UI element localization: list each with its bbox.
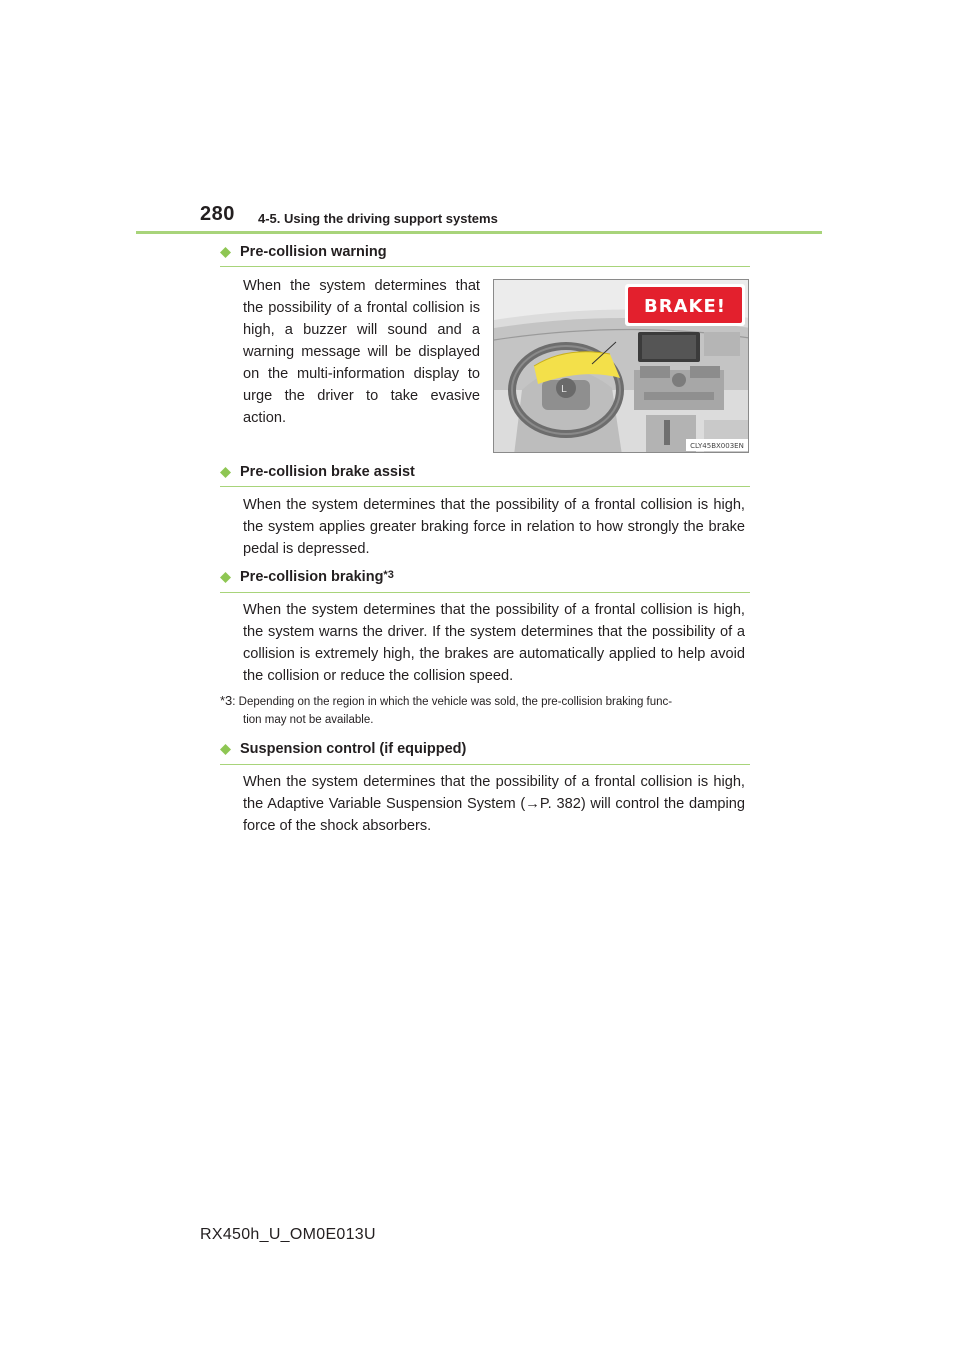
page-number: 280 xyxy=(200,203,235,225)
svg-text:L: L xyxy=(561,384,567,395)
footnote-mark: *3 xyxy=(220,693,233,708)
body-pre-collision-warning: When the system determines that the possibility of a frontal collision is high, a buzzer will sound and a warning message will be displayed on the multi-information display to urge the driver to take evasive action. xyxy=(243,278,480,426)
heading-rule xyxy=(220,764,750,765)
body-suspension-control: When the system determines that the possibility of a frontal collision is high, the Adaptive Variable Suspension System (→P. 382) will control the damping force of the shock absorbers. xyxy=(243,774,745,834)
heading-text: Pre-collision braking xyxy=(240,569,384,585)
diamond-bullet-icon xyxy=(220,467,231,478)
footnote-text: : Depending on the region in which the vehicle was sold, the pre-collision braking func- xyxy=(232,696,673,708)
heading-pre-collision-warning xyxy=(220,244,750,260)
heading-rule xyxy=(220,592,750,593)
illustration-code: CLY45BX003EN xyxy=(690,442,744,450)
heading-pre-collision-brake-assist xyxy=(220,464,750,480)
heading-text: Pre-collision warning xyxy=(240,244,387,260)
heading-text: Pre-collision brake assist xyxy=(240,464,415,480)
diamond-bullet-icon xyxy=(220,247,231,258)
body-pre-collision-brake-assist: When the system determines that the possibility of a frontal collision is high, the system applies greater braking force in relation to how strongly the brake pedal is depressed. xyxy=(243,497,745,557)
footnote-text-continued: tion may not be available. xyxy=(243,714,374,726)
diamond-bullet-icon xyxy=(220,572,231,583)
heading-pre-collision-braking: Pre-collision braking $^{*3}$ xyxy=(220,569,750,585)
footnote xyxy=(220,692,750,729)
heading-text: Suspension control (if equipped) xyxy=(240,741,467,757)
heading-rule xyxy=(220,486,750,487)
header-rule xyxy=(136,231,822,234)
dashboard-illustration xyxy=(493,279,749,453)
section-header: 4-5. Using the driving support systems xyxy=(258,211,498,226)
footer-code: RX450h_U_OM0E013U xyxy=(200,1226,376,1243)
body-pre-collision-braking: When the system determines that the possibility of a frontal collision is high, the system warns the driver. If the system determines that the possibility of a collision is extremely high, the brakes are automatically applied to help avoid the collision or reduce the collision speed. xyxy=(243,602,745,684)
heading-rule xyxy=(220,266,750,267)
heading-suspension-control xyxy=(220,741,750,757)
diamond-bullet-icon xyxy=(220,744,231,755)
brake-warning-label: BRAKE! xyxy=(644,296,726,317)
